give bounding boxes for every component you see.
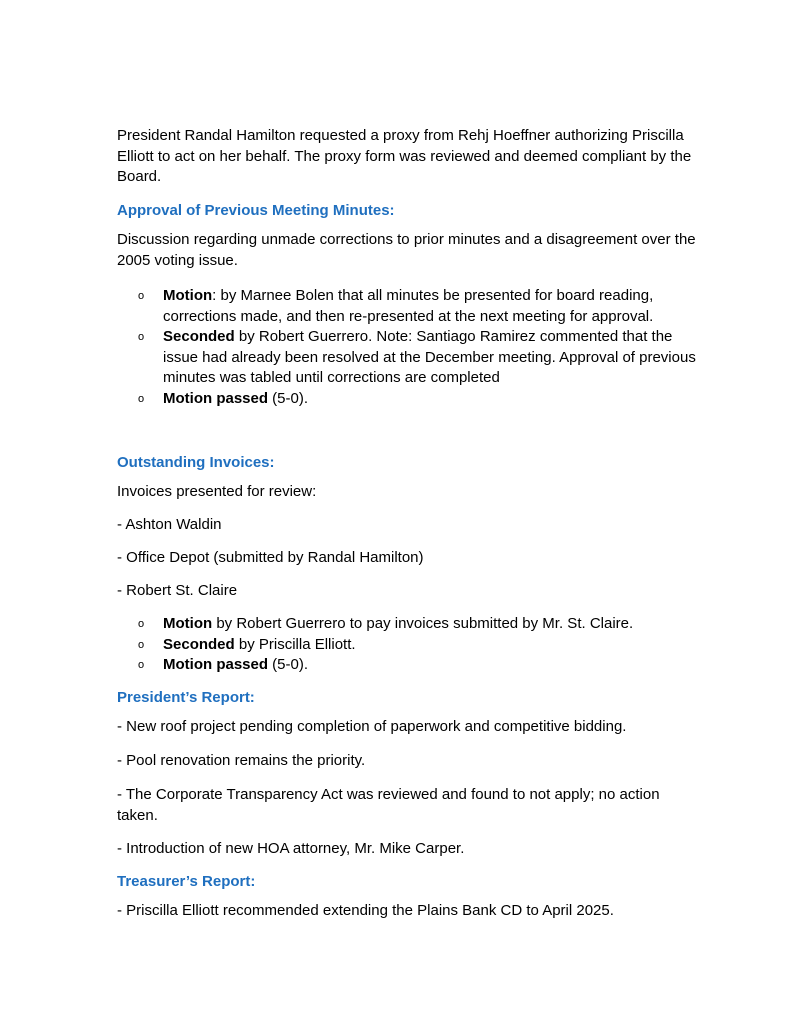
bullet-marker: o — [138, 638, 145, 651]
bullet-marker: o — [138, 331, 145, 343]
list-item — [138, 389, 698, 410]
treasurer-heading: Treasurer’s Report: — [117, 873, 256, 890]
bullet-marker: o — [138, 392, 145, 405]
motion-passed-label: Motion passed — [163, 656, 269, 673]
president-line: - The Corporate Transparency Act was reviewed and found to not apply; no action taken. — [117, 786, 660, 824]
invoices-motion-list — [138, 614, 698, 676]
motion-label: Motion — [163, 615, 213, 632]
bullet-marker: o — [138, 659, 145, 671]
list-item — [138, 655, 698, 676]
approval-motion-list — [138, 286, 698, 409]
motion-passed-text: (5-0). — [268, 389, 309, 407]
invoice-item: - Ashton Waldin — [117, 516, 222, 533]
motion-label: Motion — [163, 287, 213, 304]
invoice-item: - Office Depot (submitted by Randal Hamilton) — [117, 549, 424, 566]
list-item — [138, 614, 698, 635]
list-item — [138, 635, 698, 656]
motion-passed-text: (5-0). — [268, 656, 309, 673]
proxy-paragraph: President Randal Hamilton requested a proxy from Rehj Hoeffner authorizing Priscilla Elliott to act on her behalf. The proxy form was reviewed and deemed compliant by the Board. — [117, 127, 692, 185]
president-line: - Introduction of new HOA attorney, Mr. Mike Carper. — [117, 840, 465, 857]
seconded-label: Seconded — [163, 328, 235, 345]
president-line: - Pool renovation remains the priority. — [117, 752, 366, 769]
approval-heading: Approval of Previous Meeting Minutes: — [117, 202, 395, 219]
seconded-label: Seconded — [163, 635, 235, 653]
bullet-marker: o — [138, 290, 145, 302]
invoices-heading: Outstanding Invoices: — [117, 454, 275, 471]
invoices-intro: Invoices presented for review: — [117, 483, 317, 500]
treasurer-line: - Priscilla Elliott recommended extending the Plains Bank CD to April 2025. — [117, 902, 614, 919]
president-heading: President’s Report: — [117, 689, 255, 706]
bullet-marker: o — [138, 618, 145, 630]
approval-discussion: Discussion regarding unmade corrections to prior minutes and a disagreement over the 2005 voting issue. — [117, 231, 696, 269]
motion-passed-label: Motion passed — [163, 389, 269, 407]
invoice-item: - Robert St. Claire — [117, 582, 238, 599]
list-item — [138, 286, 698, 327]
motion-text: by Robert Guerrero to pay invoices submitted by Mr. St. Claire. — [212, 615, 634, 632]
seconded-text: by Priscilla Elliott. — [234, 635, 356, 653]
seconded-text: by Robert Guerrero. Note: Santiago Ramirez commented that the issue had already been resolved at the December meeting. Approval of previous minutes was tabled until corrections are completed — [163, 328, 696, 386]
list-item — [138, 327, 698, 389]
president-line: - New roof project pending completion of paperwork and competitive bidding. — [117, 718, 627, 735]
motion-text: : by Marnee Bolen that all minutes be presented for board reading, corrections made, and then re-presented at the next meeting for approval. — [163, 287, 654, 325]
